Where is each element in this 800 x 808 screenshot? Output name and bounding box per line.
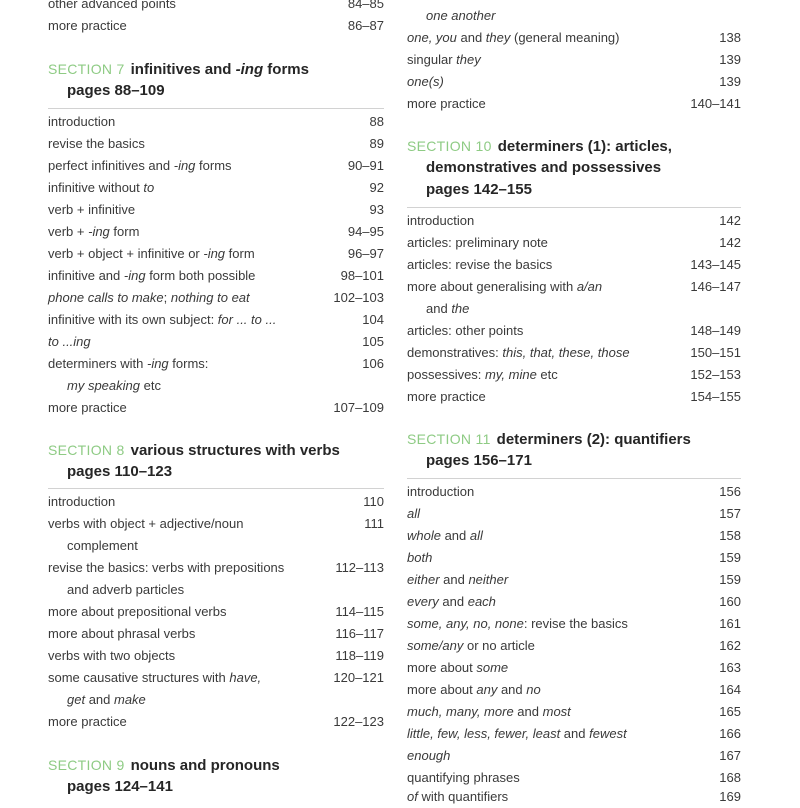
- entry-text: articles: preliminary note: [407, 235, 548, 250]
- entry-text: more about some: [407, 660, 509, 675]
- toc-entry-continuation: [48, 689, 384, 711]
- entry-text: complement: [67, 538, 138, 553]
- entry-pages: 162: [719, 638, 741, 653]
- entry-pages: 118–119: [335, 648, 384, 663]
- entry-pages: 110: [363, 494, 384, 509]
- toc-entry[interactable]: [407, 481, 741, 503]
- toc-entry[interactable]: [407, 276, 741, 298]
- toc-entry[interactable]: [48, 557, 384, 579]
- section-title: various structures with verbs: [130, 442, 340, 459]
- entry-pages: 148–149: [690, 323, 741, 338]
- toc-entry[interactable]: [48, 353, 384, 375]
- entry-pages: 120–121: [333, 670, 384, 685]
- toc-entry[interactable]: [407, 254, 741, 276]
- divider: [407, 478, 741, 479]
- entry-pages: 88: [369, 114, 384, 129]
- toc-entry[interactable]: [48, 667, 384, 689]
- toc-entry[interactable]: [48, 221, 384, 243]
- entry-text: one another: [426, 8, 496, 23]
- toc-entry[interactable]: [48, 177, 384, 199]
- toc-entry[interactable]: [407, 701, 741, 723]
- entry-pages: 168: [719, 770, 741, 785]
- toc-entry[interactable]: [407, 745, 741, 767]
- section-label: SECTION 8: [48, 442, 125, 458]
- section-title: nouns and pronouns: [130, 757, 280, 774]
- toc-entry[interactable]: [48, 111, 384, 133]
- entry-text: more about phrasal verbs: [48, 626, 196, 641]
- toc-entry[interactable]: [48, 0, 384, 15]
- toc-entry[interactable]: [48, 711, 384, 733]
- entry-pages: 163: [719, 660, 741, 675]
- section-title: determiners (2): quantifiers: [496, 431, 691, 448]
- toc-entry[interactable]: [407, 547, 741, 569]
- toc-entry[interactable]: [407, 613, 741, 635]
- section-heading: [48, 58, 404, 81]
- entry-pages: 165: [719, 704, 741, 719]
- left-column: [48, 0, 384, 800]
- toc-entry[interactable]: [48, 623, 384, 645]
- entry-pages: 158: [719, 528, 741, 543]
- entry-text: revise the basics: verbs with prepositions: [48, 560, 285, 575]
- entry-text: possessives: my, mine etc: [407, 367, 558, 382]
- toc-entry[interactable]: [407, 569, 741, 591]
- entry-text: verb + -ing form: [48, 224, 140, 239]
- entry-text: some causative structures with have,: [48, 670, 262, 685]
- toc-entry[interactable]: [48, 155, 384, 177]
- toc-entry[interactable]: [407, 71, 741, 93]
- toc-entry[interactable]: [407, 679, 741, 701]
- entry-text: enough: [407, 748, 451, 763]
- toc-entry[interactable]: [407, 364, 741, 386]
- section-label: SECTION 7: [48, 61, 125, 77]
- entry-text: more about generalising with a/an: [407, 279, 603, 294]
- toc-entry-continuation: [48, 535, 384, 557]
- entry-text: articles: revise the basics: [407, 257, 553, 272]
- entry-text: determiners with -ing forms:: [48, 356, 209, 371]
- entry-pages: 159: [719, 550, 741, 565]
- entry-text: all: [407, 506, 421, 521]
- divider: [48, 108, 384, 109]
- entry-pages: 138: [719, 30, 741, 45]
- entry-pages: 146–147: [690, 279, 741, 294]
- section-title: determiners (1): articles,: [497, 138, 672, 155]
- entry-pages: 139: [719, 74, 741, 89]
- section-pages: pages 124–141: [67, 778, 173, 795]
- entry-pages: 142: [719, 213, 741, 228]
- entry-text: both: [407, 550, 433, 565]
- entry-text: my speaking etc: [67, 378, 161, 393]
- section-title-continued: demonstratives and possessives: [426, 159, 662, 176]
- toc-entry[interactable]: [48, 15, 384, 37]
- entry-pages: 94–95: [347, 224, 384, 239]
- entry-pages: 167: [719, 748, 741, 763]
- entry-pages: 143–145: [690, 257, 741, 272]
- entry-text: articles: other points: [407, 323, 524, 338]
- entry-text: to ...ing: [48, 334, 91, 349]
- entry-pages: 122–123: [333, 714, 384, 729]
- toc-entry[interactable]: [48, 199, 384, 221]
- entry-pages: 150–151: [690, 345, 741, 360]
- toc-entry[interactable]: [48, 309, 384, 331]
- toc-entry[interactable]: [48, 133, 384, 155]
- entry-pages: 102–103: [333, 290, 384, 305]
- entry-text: revise the basics: [48, 136, 145, 151]
- entry-pages: 96–97: [347, 246, 384, 261]
- entry-text: and the: [426, 301, 470, 316]
- toc-entry[interactable]: [48, 645, 384, 667]
- entry-text: quantifying phrases: [407, 770, 520, 785]
- toc-entry[interactable]: [48, 265, 384, 287]
- toc-entry[interactable]: [407, 232, 741, 254]
- entry-text: and adverb particles: [67, 582, 185, 597]
- entry-text: little, few, less, fewer, least and fewest: [407, 726, 627, 741]
- section-pages: pages 142–155: [426, 181, 532, 198]
- entry-pages: 159: [719, 572, 741, 587]
- entry-pages: 142: [719, 235, 741, 250]
- entry-pages: 106: [362, 356, 384, 371]
- entry-pages: 157: [719, 506, 741, 521]
- entry-text: infinitive and -ing form both possible: [48, 268, 256, 283]
- entry-text: more practice: [407, 96, 486, 111]
- section-pages: pages 110–123: [67, 463, 173, 480]
- entry-pages: 112–113: [335, 560, 384, 575]
- toc-entry[interactable]: [407, 635, 741, 657]
- toc-entry[interactable]: [48, 243, 384, 265]
- entry-text: some/any or no article: [407, 638, 535, 653]
- entry-text: verbs with two objects: [48, 648, 176, 663]
- toc-entry[interactable]: [48, 397, 384, 419]
- section-heading: [407, 428, 761, 451]
- toc-entry[interactable]: [48, 287, 384, 309]
- section-title: infinitives and -ing forms: [130, 61, 309, 78]
- toc-entry[interactable]: [407, 723, 741, 745]
- entry-text: some, any, no, none: revise the basics: [407, 616, 628, 631]
- toc-entry[interactable]: [407, 386, 741, 408]
- toc-entry[interactable]: [407, 786, 741, 808]
- toc-entry[interactable]: [407, 320, 741, 342]
- toc-entry[interactable]: [48, 491, 384, 513]
- section-pages: pages 156–171: [426, 452, 532, 469]
- entry-text: more practice: [48, 400, 127, 415]
- toc-entry[interactable]: [407, 591, 741, 613]
- section-heading: [407, 135, 761, 158]
- entry-pages: 169: [719, 789, 741, 804]
- entry-pages: 166: [719, 726, 741, 741]
- entry-text: infinitive without to: [48, 180, 155, 195]
- entry-text: singular they: [407, 52, 481, 67]
- toc-entry[interactable]: [407, 525, 741, 547]
- entry-text: other advanced points: [48, 0, 176, 11]
- entry-text: phone calls to make; nothing to eat: [48, 290, 250, 305]
- toc-entry-continuation: [48, 375, 384, 397]
- divider: [48, 488, 384, 489]
- toc-entry[interactable]: [48, 513, 384, 535]
- entry-text: get and make: [67, 692, 146, 707]
- entry-text: more practice: [48, 714, 127, 729]
- entry-pages: 156: [719, 484, 741, 499]
- section-heading: [48, 439, 404, 462]
- toc-entry[interactable]: [48, 601, 384, 623]
- toc-entry-continuation: [48, 579, 384, 601]
- entry-pages: 92: [369, 180, 384, 195]
- entry-text: of with quantifiers: [407, 789, 509, 804]
- toc-entry[interactable]: [48, 331, 384, 353]
- entry-text: one(s): [407, 74, 444, 89]
- section-label: SECTION 10: [407, 138, 492, 154]
- entry-text: more about any and no: [407, 682, 541, 697]
- entry-pages: 139: [719, 52, 741, 67]
- entry-pages: 89: [369, 136, 384, 151]
- entry-pages: 93: [369, 202, 384, 217]
- entry-text: introduction: [407, 213, 475, 228]
- entry-pages: 98–101: [340, 268, 384, 283]
- entry-pages: 140–141: [690, 96, 741, 111]
- entry-text: verb + infinitive: [48, 202, 136, 217]
- entry-pages: 90–91: [347, 158, 384, 173]
- entry-text: every and each: [407, 594, 496, 609]
- entry-text: more practice: [407, 389, 486, 404]
- entry-text: introduction: [48, 494, 116, 509]
- toc-entry[interactable]: [407, 210, 741, 232]
- entry-text: more practice: [48, 18, 127, 33]
- toc-entry-continuation: [407, 5, 741, 27]
- entry-pages: 111: [364, 516, 384, 531]
- entry-pages: 105: [362, 334, 384, 349]
- section-label: SECTION 11: [407, 431, 491, 447]
- entry-text: introduction: [407, 484, 475, 499]
- entry-pages: 84–85: [347, 0, 384, 11]
- toc-entry[interactable]: [407, 657, 741, 679]
- entry-pages: 86–87: [347, 18, 384, 33]
- entry-text: verbs with object + adjective/noun: [48, 516, 244, 531]
- section-label: SECTION 9: [48, 757, 125, 773]
- entry-text: perfect infinitives and -ing forms: [48, 158, 232, 173]
- entry-text: either and neither: [407, 572, 509, 587]
- divider: [407, 207, 741, 208]
- entry-text: verb + object + infinitive or -ing form: [48, 246, 255, 261]
- entry-text: one, you and they (general meaning): [407, 30, 620, 45]
- entry-text: introduction: [48, 114, 116, 129]
- toc-entry[interactable]: [407, 49, 741, 71]
- entry-pages: 114–115: [335, 604, 384, 619]
- entry-pages: 164: [719, 682, 741, 697]
- entry-text: demonstratives: this, that, these, those: [407, 345, 630, 360]
- toc-entry[interactable]: [407, 93, 741, 115]
- right-column: [407, 0, 741, 804]
- toc-entry[interactable]: [407, 27, 741, 49]
- entry-pages: 160: [719, 594, 741, 609]
- entry-pages: 161: [719, 616, 741, 631]
- entry-pages: 116–117: [335, 626, 384, 641]
- entry-text: more about prepositional verbs: [48, 604, 227, 619]
- entry-text: much, many, more and most: [407, 704, 571, 719]
- entry-pages: 104: [362, 312, 384, 327]
- toc-entry-continuation: [407, 298, 741, 320]
- section-heading: [48, 754, 404, 777]
- toc-entry[interactable]: [407, 342, 741, 364]
- section-pages: pages 88–109: [67, 82, 165, 99]
- entry-pages: 154–155: [690, 389, 741, 404]
- entry-text: whole and all: [407, 528, 483, 543]
- toc-entry[interactable]: [407, 503, 741, 525]
- entry-text: infinitive with its own subject: for ... to ...: [48, 312, 277, 327]
- entry-pages: 152–153: [690, 367, 741, 382]
- entry-pages: 107–109: [333, 400, 384, 415]
